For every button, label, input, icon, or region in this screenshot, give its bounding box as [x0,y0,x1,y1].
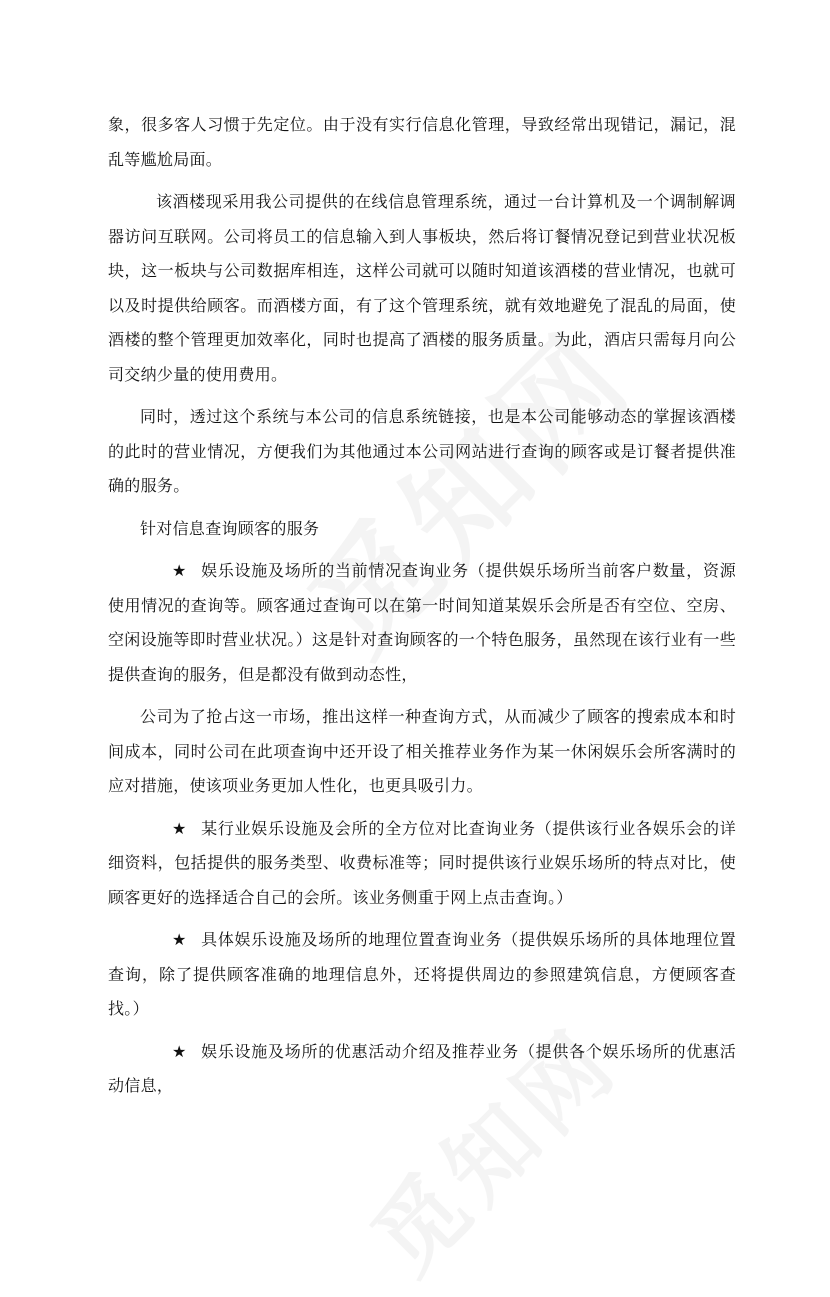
section-heading-query-services: 针对信息查询顾客的服务 [140,518,320,538]
paragraph-continuation: 象，很多客人习惯于先定位。由于没有实行信息化管理，导致经常出现错记，漏记，混乱等尴尬局面。 [108,115,736,169]
document-body [108,108,736,1112]
service-item-text: 某行业娱乐设施及会所的全方位对比查询业务（提供该行业各娱乐会的详细资料，包括提供的服务类型、收费标准等；同时提供该行业娱乐场所的特点对比，使顾客更好的选择适合自己的会所。该业务侧重于网上点击查询。） [108,818,736,907]
paragraph-system-intro: 该酒楼现采用我公司提供的在线信息管理系统，通过一台计算机及一个调制解调器访问互联网。公司将员工的信息输入到人事板块，然后将订餐情况登记到营业状况板块，这一板块与公司数据库相连，这样公司就可以随时知道该酒楼的营业情况，也就可以及时提供给顾客。而酒楼方面，有了这个管理系统，就有效地避免了混乱的局面，使酒楼的整个管理更加效率化，同时也提高了酒楼的服务质量。为此，酒店只需每月向公司交纳少量的使用费用。 [108,192,736,384]
service-item-text: 具体娱乐设施及场所的地理位置查询业务（提供娱乐场所的具体地理位置查询，除了提供顾客准确的地理信息外，还将提供周边的参照建筑信息，方便顾客查找。） [108,930,736,1018]
star-bullet-icon: ★ [172,1041,187,1061]
paragraph-market-strategy: 公司为了抢占这一市场，推出这样一种查询方式，从而减少了顾客的搜索成本和时间成本，同时公司在此项查询中还开设了相关推荐业务作为某一休闲娱乐会所客满时的应对措施，使该项业务更加人性化，也更具吸引力。 [108,707,736,795]
star-bullet-icon: ★ [172,930,187,949]
service-item-current-status [108,554,736,692]
star-bullet-icon: ★ [172,818,187,838]
service-item-comparison [108,812,736,916]
service-item-promotions [108,1035,736,1104]
paragraph-system-link: 同时，透过这个系统与本公司的信息系统链接，也是本公司能够动态的掌握该酒楼的此时的营业情况，方便我们为其他通过本公司网站进行查询的顾客或是订餐者提供准确的服务。 [108,407,736,495]
service-item-text: 娱乐设施及场所的当前情况查询业务（提供娱乐场所当前客户数量，资源使用情况的查询等。顾客通过查询可以在第一时间知道某娱乐会所是否有空位、空房、空闲设施等即时营业状况。）这是针对查询顾客的一个特色服务，虽然现在该行业有一些提供查询的服务，但是都没有做到动态性， [108,561,736,684]
service-item-location [108,923,736,1027]
service-item-text: 娱乐设施及场所的优惠活动介绍及推荐业务（提供各个娱乐场所的优惠活动信息， [108,1041,736,1095]
star-bullet-icon: ★ [172,561,187,580]
